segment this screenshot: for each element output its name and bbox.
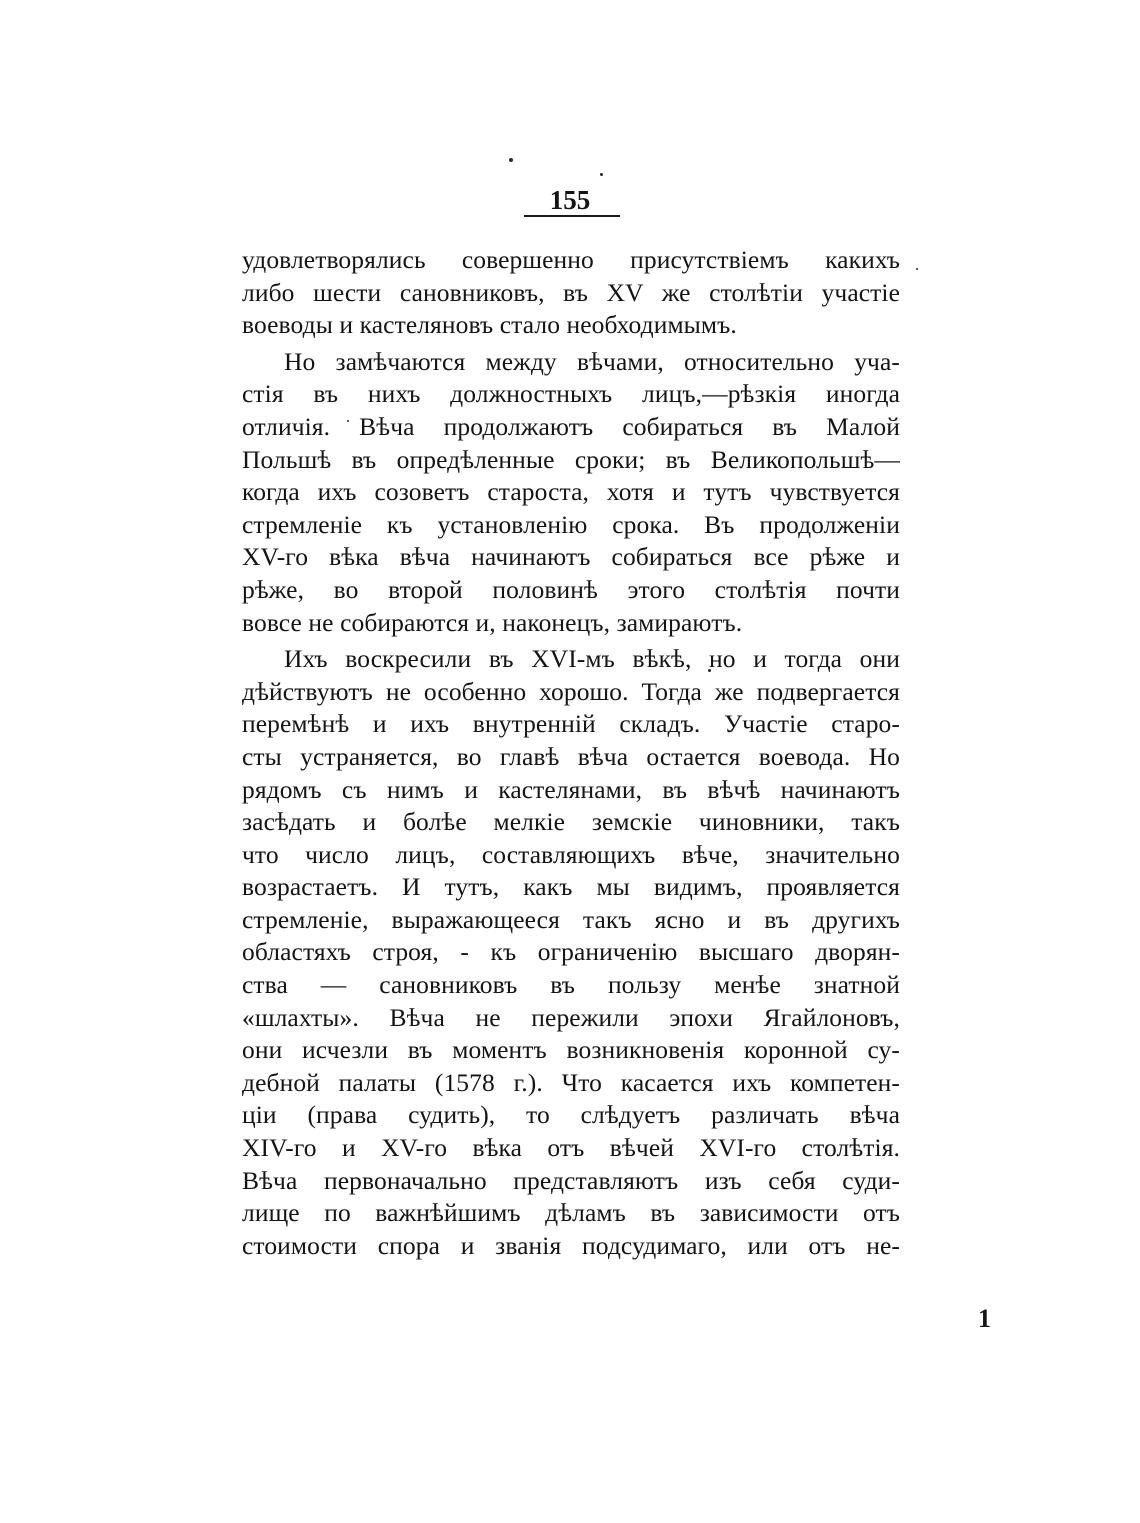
scan-speck bbox=[916, 268, 918, 270]
paragraph-1 bbox=[242, 244, 900, 342]
text-line: что число лицъ, составляющихъ вѣче, значительно bbox=[242, 839, 900, 869]
text-line: дебной палаты (1578 г.). Что касается ихъ компетен- bbox=[242, 1067, 900, 1097]
text-line: лище по важнѣйшимъ дѣламъ въ зависимости отъ bbox=[242, 1198, 900, 1228]
paragraph-3 bbox=[242, 643, 900, 1262]
text-line: перемѣнѣ и ихъ внутренній складъ. Участіе старо- bbox=[242, 709, 900, 739]
body-text bbox=[242, 244, 900, 1262]
text-line: Вѣча первоначально представляютъ изъ себя суди- bbox=[242, 1165, 900, 1195]
text-line: когда ихъ созоветъ староста, хотя и тутъ чувствуется bbox=[242, 477, 900, 507]
text-line: областяхъ строя, - къ ограниченію высшаго дворян- bbox=[242, 937, 900, 967]
text-line: ства — сановниковъ въ пользу менѣе знатной bbox=[242, 970, 900, 1000]
text-line: воеводы и кастеляновъ стало необходимымъ. bbox=[242, 310, 737, 340]
text-line: ціи (права судить), то слѣдуетъ различать вѣча bbox=[242, 1100, 900, 1130]
text-line: дѣйствуютъ не особенно хорошо. Тогда же подвергается bbox=[242, 676, 900, 706]
text-line: отличія. Вѣча продолжаютъ собираться въ Малой bbox=[242, 411, 900, 441]
text-line: рѣже, во второй половинѣ этого столѣтія почти bbox=[242, 574, 900, 604]
text-line: стія въ нихъ должностныхъ лицъ,—рѣзкія иногда bbox=[242, 379, 900, 409]
text-line: Ихъ воскресили въ XVI-мъ вѣкѣ, но и тогда они bbox=[284, 644, 900, 674]
text-line: XV-го вѣка вѣча начинаютъ собираться все рѣже и bbox=[242, 542, 900, 572]
margin-mark: 1 bbox=[978, 1304, 991, 1333]
text-line: удовлетворялись совершенно присутствіемъ какихъ bbox=[242, 245, 900, 274]
text-line: стремленіе къ установленію срока. Въ продолженіи bbox=[242, 509, 900, 539]
scan-speck bbox=[509, 158, 513, 162]
text-line: либо шести сановниковъ, въ XV же столѣтіи участіе bbox=[242, 277, 900, 307]
text-line: стоимости спора и званія подсудимаго, или отъ не- bbox=[242, 1230, 900, 1260]
text-line: возрастаетъ. И тутъ, какъ мы видимъ, проявляется bbox=[242, 872, 900, 902]
paragraph-2 bbox=[242, 346, 900, 639]
text-line: Но замѣчаются между вѣчами, относительно уча- bbox=[284, 346, 900, 376]
scan-speck bbox=[600, 173, 603, 176]
text-line: стремленіе, выражающееся такъ ясно и въ другихъ bbox=[242, 904, 900, 934]
text-line: Польшѣ въ опредѣленные сроки; въ Великопольшѣ— bbox=[242, 444, 900, 474]
text-line: сты устраняется, во главѣ вѣча остается воевода. Но bbox=[242, 741, 900, 771]
text-line: рядомъ съ нимъ и кастелянами, въ вѣчѣ начинаютъ bbox=[242, 774, 900, 804]
page-number-rule bbox=[524, 215, 620, 217]
text-line: вовсе не собираются и, наконецъ, замираютъ. bbox=[242, 607, 743, 637]
page-number: 155 bbox=[549, 185, 591, 215]
text-line: засѣдать и болѣе мелкіе земскіе чиновники, такъ bbox=[242, 807, 900, 837]
text-line: «шлахты». Вѣча не пережили эпохи Ягайлоновъ, bbox=[242, 1002, 900, 1032]
text-line: XIV-го и XV-го вѣка отъ вѣчей XVI-го столѣтія. bbox=[242, 1133, 900, 1163]
text-line: они исчезли въ моментъ возникновенія коронной су- bbox=[242, 1035, 900, 1065]
